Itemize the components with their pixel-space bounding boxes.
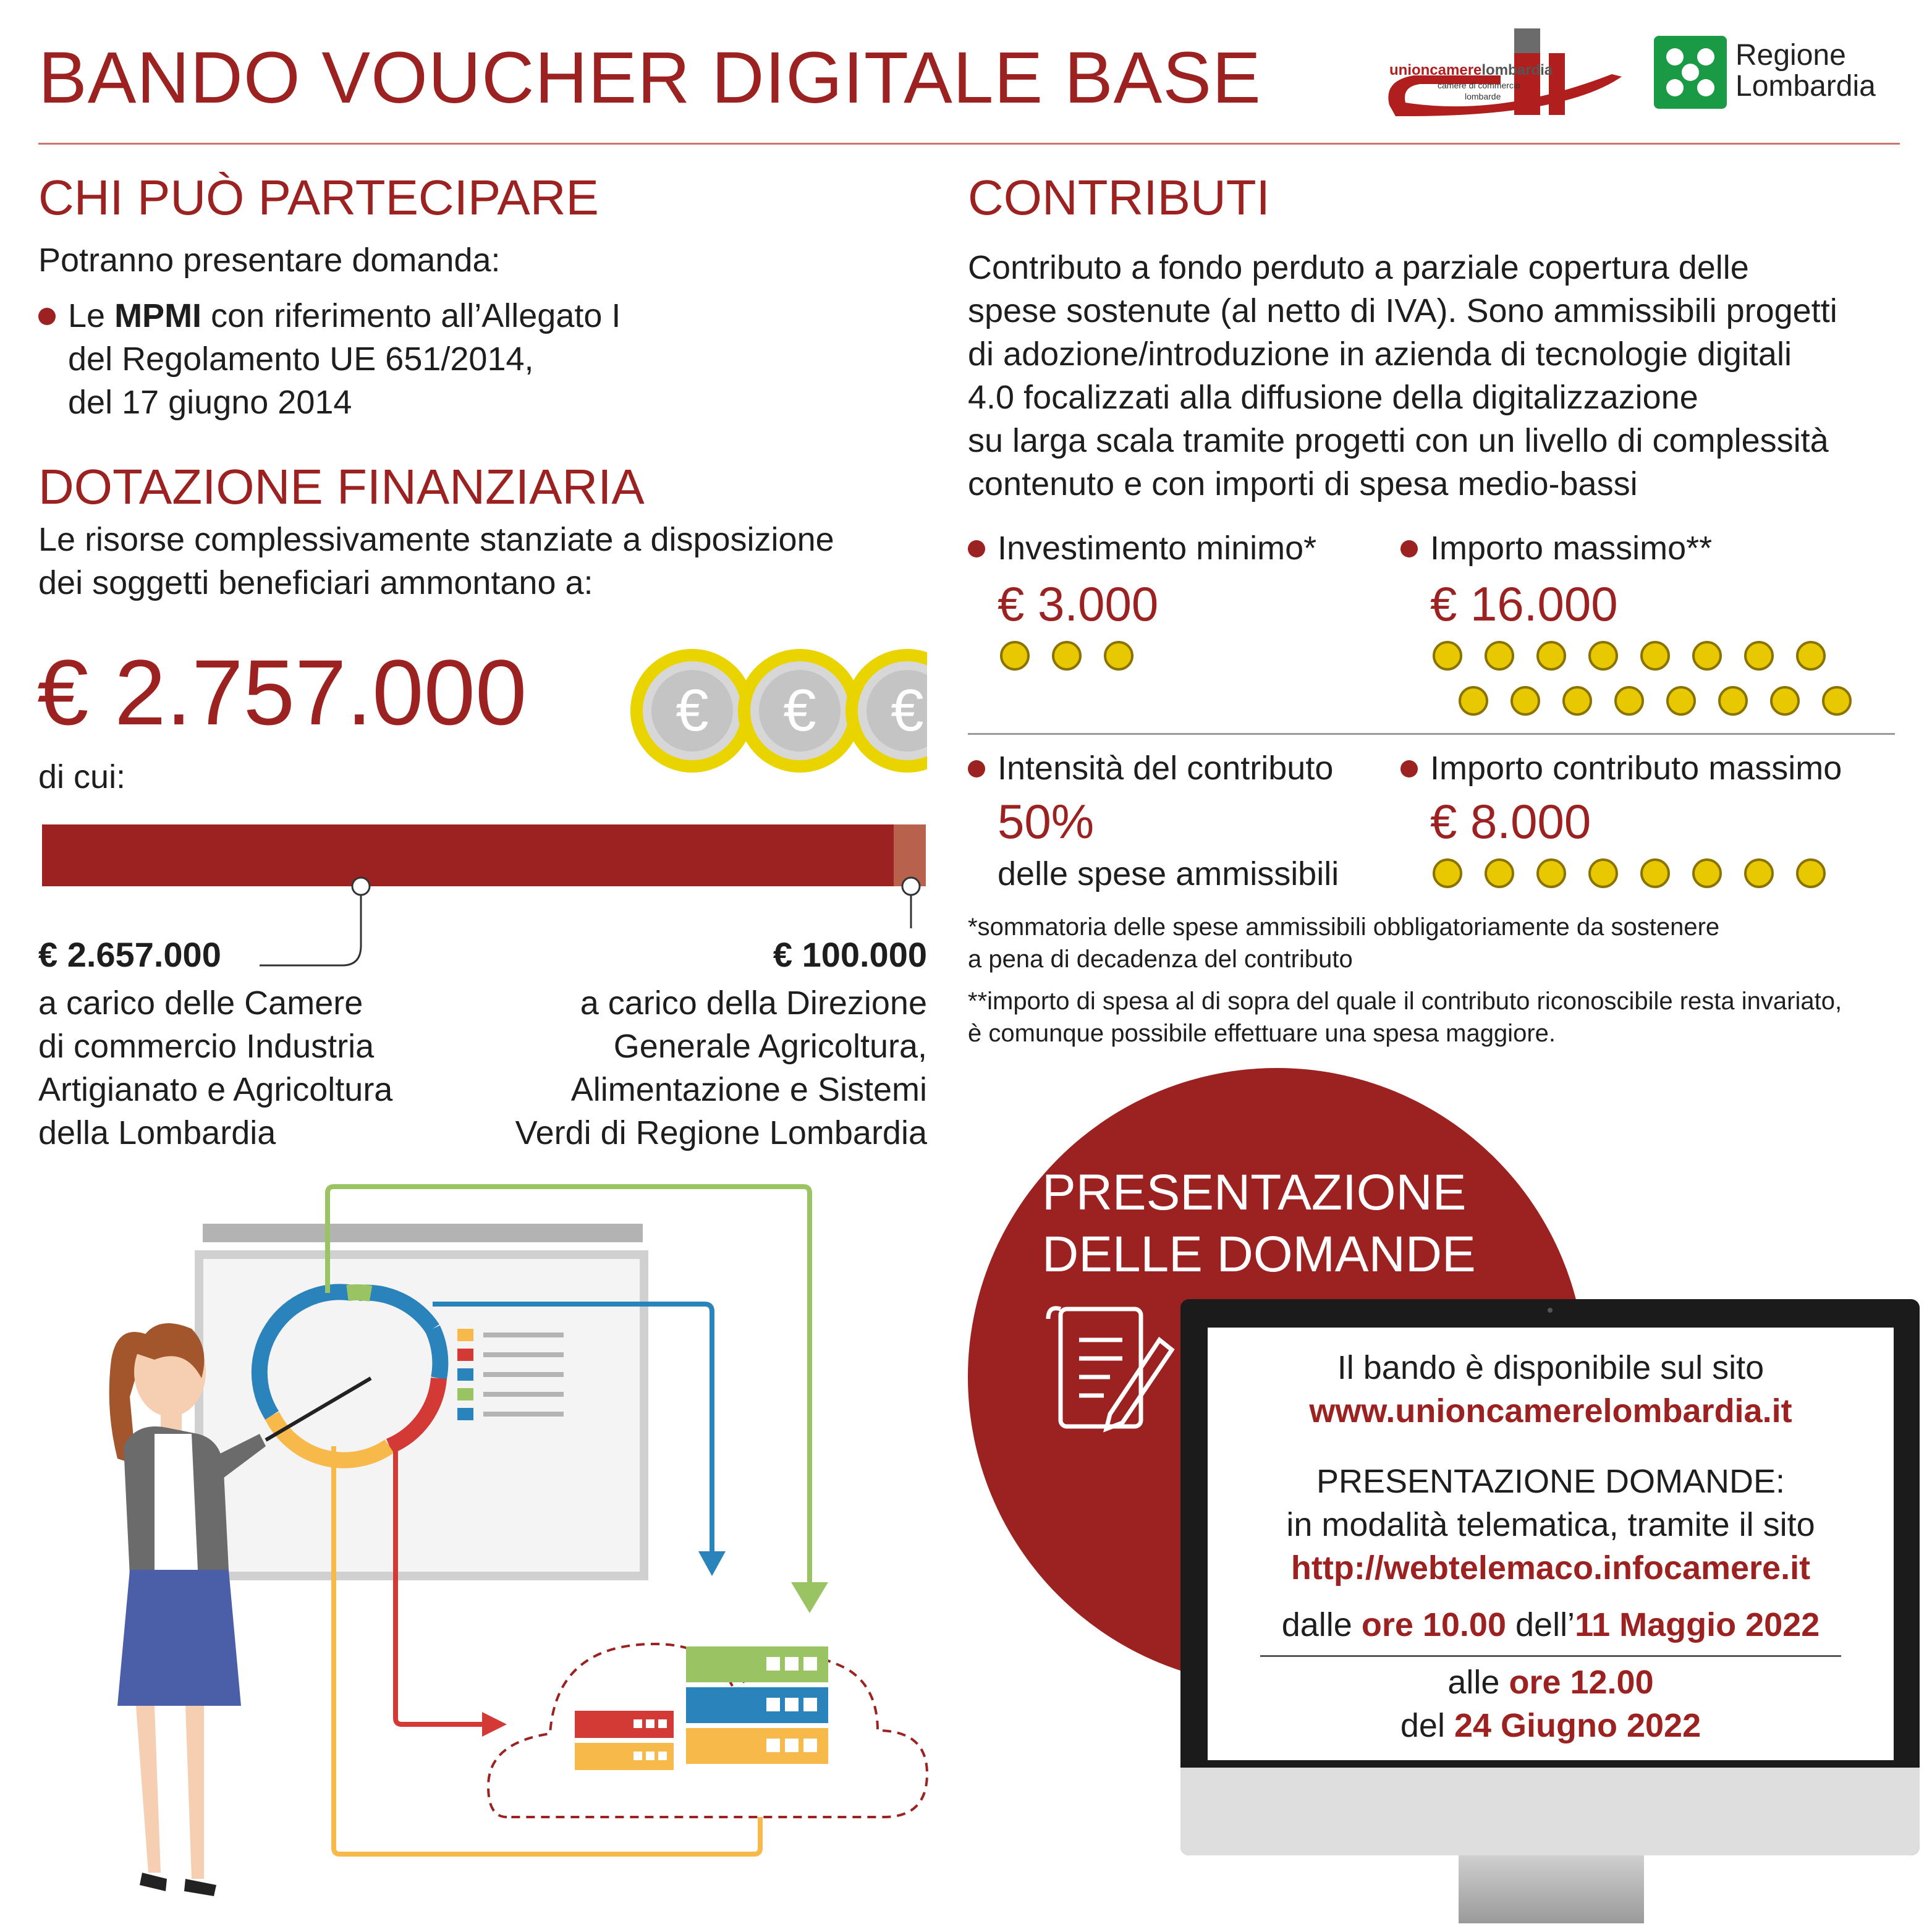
coin-icon: [1588, 858, 1618, 888]
screen-url1[interactable]: www.unioncamerelombardia.it: [1309, 1392, 1792, 1430]
from-d: 11 Maggio 2022: [1575, 1606, 1820, 1643]
logo1-sub2: lombarde: [1465, 91, 1501, 101]
partecipare-line2: del Regolamento UE 651/2014,: [68, 341, 534, 378]
monitor-stand: [1459, 1855, 1644, 1923]
note2-line1: **importo di spesa al di sopra del quale il contributo riconoscibile resta invariato,: [968, 988, 1842, 1015]
from-b: ore 10.00: [1361, 1606, 1506, 1643]
dotazione-heading: DOTAZIONE FINANZIARIA: [38, 459, 645, 514]
contributo-max-label: Importo contributo massimo: [1430, 750, 1842, 787]
importo-max-block: [1400, 527, 1895, 719]
section-contributi: [968, 171, 1920, 506]
dotazione-line1: Le risorse complessivamente stanziate a disposizione: [38, 521, 834, 558]
funding-left-amount: € 2.657.000: [38, 935, 221, 974]
funding-right-l3: Alimentazione e Sistemi: [570, 1071, 927, 1108]
presentazione-h1: PRESENTAZIONE: [1042, 1164, 1467, 1221]
screen-s1: Il bando è disponibile sul sito: [1337, 1349, 1765, 1386]
to-a: alle: [1447, 1664, 1509, 1701]
monitor-screen: [1208, 1328, 1894, 1760]
contributi-p4: 4.0 focalizzati alla diffusione della digitalizzazione: [968, 379, 1698, 416]
importo-max-coins-row2: [1459, 686, 1895, 719]
contributi-p6: contenuto e con importi di spesa medio-bassi: [968, 465, 1638, 502]
funding-left-l1: a carico delle Camere: [38, 985, 363, 1022]
partecipare-intro: Potranno presentare domanda:: [38, 242, 501, 279]
coin-icon: [1796, 858, 1826, 888]
bullet-dot: [1400, 540, 1418, 557]
coin-icon: [1536, 641, 1566, 671]
cloud-presentation-illustration: [62, 1174, 939, 1916]
partecipare-line3: del 17 giugno 2014: [68, 384, 352, 421]
coin-icon: [1666, 686, 1696, 716]
coin-icon: [1744, 641, 1774, 671]
note1-line1: *sommatoria delle spese ammissibili obbligatoriamente da sostenere: [968, 913, 1720, 941]
coin-icon: [1052, 641, 1082, 671]
contributi-p5: su larga scala tramite progetti con un livello di complessità: [968, 422, 1829, 459]
coin-icon: [1796, 641, 1826, 671]
screen-s3: in modalità telematica, tramite il sito: [1286, 1506, 1815, 1543]
bullet-pre: Le: [68, 297, 115, 334]
bullet-post: con riferimento all’Allegato I: [201, 297, 621, 334]
coin-icon: [1510, 686, 1540, 716]
monitor-chin: [1180, 1768, 1920, 1855]
bullet-dot: [1400, 760, 1418, 777]
coin-icon: [1640, 858, 1670, 888]
contributi-p1: Contributo a fondo perduto a parziale copertura delle: [968, 249, 1749, 286]
logo1-name-b: lombardia: [1481, 62, 1553, 78]
dotazione-total: € 2.757.000: [37, 640, 527, 744]
footnotes: [968, 911, 1920, 1049]
funding-left-l2: di commercio Industria: [38, 1028, 375, 1065]
importo-max-value: € 16.000: [1430, 577, 1618, 631]
to-b: ore 12.00: [1509, 1664, 1654, 1701]
monitor-camera: [1548, 1308, 1553, 1313]
funding-leader-lines: [0, 0, 939, 989]
coin-icon: [1459, 686, 1488, 716]
coin-icon: [1104, 641, 1133, 671]
coin-icon: [1692, 858, 1722, 888]
coin-icon: [1614, 686, 1644, 716]
coin-icon: [1822, 686, 1852, 716]
screen-to-date: [1208, 1704, 1894, 1747]
document-pen-icon: [1042, 1297, 1178, 1445]
logo2-line1: Regione: [1735, 39, 1846, 72]
screen-to: [1208, 1661, 1894, 1704]
funding-right-amount: € 100.000: [773, 935, 927, 974]
screen-s2: PRESENTAZIONE DOMANDE:: [1316, 1463, 1786, 1500]
svg-text:€: €: [891, 677, 924, 744]
importo-max-coins-row1: [1433, 641, 1895, 674]
coin-icon: [1718, 686, 1748, 716]
contributo-max-value: € 8.000: [1430, 794, 1591, 849]
bullet-dot: [968, 760, 985, 777]
coin-icon: [1770, 686, 1800, 716]
coin-icon: [1433, 641, 1462, 671]
contributo-max-coins: [1433, 858, 1907, 891]
contributi-p3: di adozione/introduzione in azienda di tecnologie digitali: [968, 336, 1792, 373]
svg-text:€: €: [676, 677, 709, 744]
dotazione-di-cui: di cui:: [38, 758, 126, 795]
bullet-bold: MPMI: [114, 297, 202, 334]
funding-left: [38, 933, 508, 1155]
logo1-name-a: unioncamere: [1389, 62, 1482, 78]
funding-left-l4: della Lombardia: [38, 1114, 276, 1151]
funding-right-l2: Generale Agricoltura,: [613, 1028, 927, 1065]
funding-left-l3: Artigianato e Agricoltura: [38, 1071, 393, 1108]
intensita-block: [968, 747, 1400, 896]
funding-right-l4: Verdi di Regione Lombardia: [515, 1114, 927, 1151]
coin-icon: [1692, 641, 1722, 671]
logo2-line2: Lombardia: [1735, 70, 1876, 103]
coin-icon: [1485, 641, 1514, 671]
contributi-divider: [968, 733, 1895, 735]
logo1-sub1: camere di commercio: [1438, 80, 1520, 90]
funding-right: [457, 933, 927, 1155]
coin-icon: [1000, 641, 1030, 671]
svg-text:€: €: [783, 677, 816, 744]
regione-lombardia-logo: [1654, 36, 1901, 110]
contributi-heading: CONTRIBUTI: [968, 170, 1270, 225]
page-title: BANDO VOUCHER DIGITALE BASE: [38, 37, 1261, 119]
coin-icon: [1485, 858, 1514, 888]
coin-icon: [1536, 858, 1566, 888]
importo-max-label: Importo massimo**: [1430, 530, 1713, 567]
inv-min-label: Investimento minimo*: [998, 530, 1317, 567]
to-c: del: [1400, 1707, 1454, 1744]
intensita-sub: delle spese ammissibili: [998, 855, 1339, 892]
coin-icon: [1640, 641, 1670, 671]
inv-min-block: [968, 527, 1363, 674]
inv-min-coins: [1000, 641, 1363, 674]
bullet-dot: [968, 540, 985, 557]
partecipare-heading: CHI PUÒ PARTECIPARE: [38, 170, 599, 225]
intensita-value: 50%: [998, 794, 1095, 849]
coin-icon: [1744, 858, 1774, 888]
screen-url2[interactable]: http://webtelemaco.infocamere.it: [1290, 1549, 1811, 1587]
unioncamere-logo: [1377, 25, 1624, 124]
presentazione-heading: [1042, 1162, 1476, 1286]
contributi-p2: spese sostenute (al netto di IVA). Sono ammissibili progetti: [968, 292, 1837, 329]
note2-line2: è comunque possibile effettuare una spesa maggiore.: [968, 1020, 1556, 1047]
coin-icon: [1562, 686, 1592, 716]
contributo-max-block: [1400, 747, 1907, 891]
coin-icon: [1433, 858, 1462, 888]
intensita-label: Intensità del contributo: [998, 750, 1334, 787]
funding-right-l1: a carico della Direzione: [580, 985, 927, 1022]
from-a: dalle: [1281, 1606, 1362, 1643]
from-c: dell’: [1506, 1606, 1575, 1643]
regione-cross-icon: [1654, 36, 1727, 109]
screen-from: [1208, 1603, 1894, 1646]
screen-divider: [1260, 1655, 1841, 1657]
inv-min-value: € 3.000: [998, 577, 1159, 631]
coin-icon: [1588, 641, 1618, 671]
to-d: 24 Giugno 2022: [1454, 1707, 1701, 1744]
dotazione-line2: dei soggetti beneficiari ammontano a:: [38, 564, 593, 601]
note1-line2: a pena di decadenza del contributo: [968, 946, 1353, 973]
presentazione-h2: DELLE DOMANDE: [1042, 1226, 1476, 1282]
